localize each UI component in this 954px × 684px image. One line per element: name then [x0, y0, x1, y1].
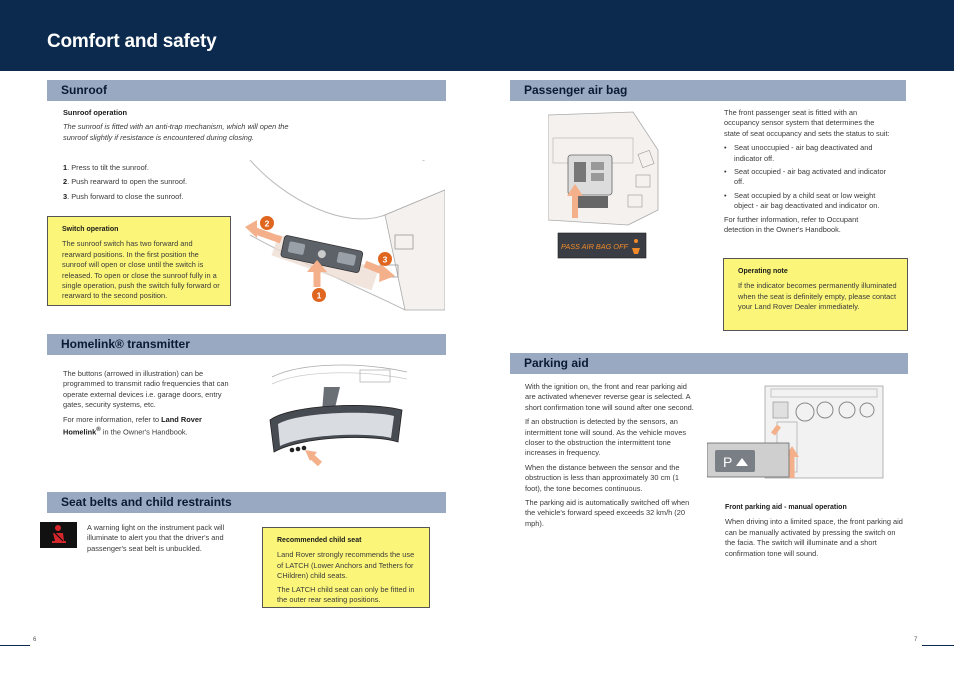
section-heading-homelink: Homelink® transmitter	[61, 337, 190, 351]
footer-rule-right	[922, 645, 954, 646]
switch-operation-note	[47, 216, 231, 306]
parking-manual-title: Front parking aid - manual operation	[725, 504, 847, 511]
seatbelt-text: A warning light on the instrument pack will illuminate to alert you that the driver's and passenger's seat belt is unbuckled.	[87, 523, 225, 553]
note-text: The sunroof switch has two forward and rearward positions. In the first position the sunroof will open or close until the switch is released. To open or close the sunroof fully in a single operation, push the switch fully forward or rearward to the second position.	[62, 239, 220, 301]
airbag-intro: The front passenger seat is fitted with an occupancy sensor system that determines the state of seat occupancy and sets the status to suit:	[724, 108, 890, 138]
parking-manual-para: When driving into a limited space, the front parking aid can be manually activated by pressing the switch on the facia. The switch will illuminate and a short confirmation tone will sound.	[725, 517, 903, 558]
page-header	[0, 0, 954, 71]
section-bar-seatbelts	[47, 492, 446, 513]
page-number-left: 6	[33, 637, 37, 643]
parking-para: If an obstruction is detected by the sensors, an intermittent tone will sound. As the vehicle moves closer to the obstruction the intermittent tone increases in frequency.	[525, 417, 687, 458]
section-heading-airbag: Passenger air bag	[524, 83, 628, 97]
airbag-indicator-label: PASS AIR BAG OFF	[561, 242, 628, 251]
parking-para: With the ignition on, the front and rear parking aid are activated whenever reverse gear is selected. A short confirmation tone will sound after one second.	[525, 382, 694, 412]
note-title: Recommended child seat	[277, 537, 362, 544]
section-heading-sunroof: Sunroof	[61, 83, 107, 97]
airbag-text	[724, 108, 890, 239]
homelink-mirror-illustration	[262, 362, 412, 472]
sunroof-switch-illustration	[245, 160, 445, 315]
airbag-outro: For further information, refer to Occupant detection in the Owner's Handbook.	[724, 214, 859, 235]
section-bar-homelink	[47, 334, 446, 355]
list-item: • Seat unoccupied - air bag deactivated and indicator off.	[724, 143, 890, 164]
section-heading-seatbelts: Seat belts and child restraints	[61, 495, 232, 509]
note-text: Land Rover strongly recommends the use of LATCH (Lower Anchors and Tethers for CHildren) child seats.	[277, 550, 415, 581]
airbag-indicator-illustration	[548, 110, 668, 260]
sunroof-text	[63, 108, 298, 147]
parking-text	[525, 382, 695, 533]
list-item: • Seat occupied - air bag activated and indicator off.	[724, 167, 890, 188]
sunroof-subheading: Sunroof operation	[63, 108, 128, 117]
page-title: Comfort and safety	[47, 31, 217, 52]
note-text: The LATCH child seat can only be fitted in the outer rear seating positions.	[277, 584, 415, 605]
sunroof-intro: The sunroof is fitted with an anti-trap mechanism, which will open the sunroof slightly if resistance is encountered during closing.	[63, 122, 289, 142]
section-heading-parking: Parking aid	[524, 356, 589, 370]
callout-3: 3	[382, 254, 388, 265]
section-bar-sunroof	[47, 80, 446, 101]
note-title: Operating note	[738, 268, 788, 275]
parking-aid-switch-illustration	[707, 384, 887, 494]
list-item: 1. Press to tilt the sunroof.	[63, 163, 149, 172]
list-item: 3. Push forward to close the sunroof.	[63, 191, 184, 201]
callout-2: 2	[264, 218, 270, 229]
sunroof-steps	[63, 163, 263, 206]
section-bar-parking	[510, 353, 908, 374]
operating-note	[723, 258, 908, 331]
footer-rule-left	[0, 645, 30, 646]
homelink-para2: For more information, refer to Land Rover Homelink® in the Owner's Handbook.	[63, 414, 202, 437]
parking-para: When the distance between the sensor and the obstruction is less than approximately 30 cm (1 foot), the tone becomes continuous.	[525, 462, 680, 493]
seatbelt-warning-icon	[40, 522, 77, 548]
parking-switch-label: P	[723, 454, 733, 470]
list-item: 2. Push rearward to open the sunroof.	[63, 177, 188, 187]
airbag-bullets	[724, 143, 890, 211]
parking-manual-text	[725, 503, 905, 563]
callout-1: 1	[316, 290, 322, 301]
parking-para: The parking aid is automatically switched off when the vehicle's forward speed exceeds 32 km/h (20 mph).	[525, 498, 690, 528]
child-seat-note	[262, 527, 430, 608]
list-item: • Seat occupied by a child seat or low weight object - air bag deactivated and indicator on.	[724, 191, 890, 212]
note-text: If the indicator becomes permanently illuminated when the seat is definitely empty, please contact your Land Rover Dealer immediately.	[738, 281, 897, 312]
page-number-right: 7	[914, 637, 918, 643]
section-bar-airbag	[510, 80, 906, 101]
note-title: Switch operation	[62, 226, 119, 233]
homelink-para1: The buttons (arrowed in illustration) can be programmed to transmit radio frequencies that can operate external devices i.e. garage doors, entry gates, security systems, etc.	[63, 369, 229, 410]
homelink-text	[63, 369, 235, 442]
